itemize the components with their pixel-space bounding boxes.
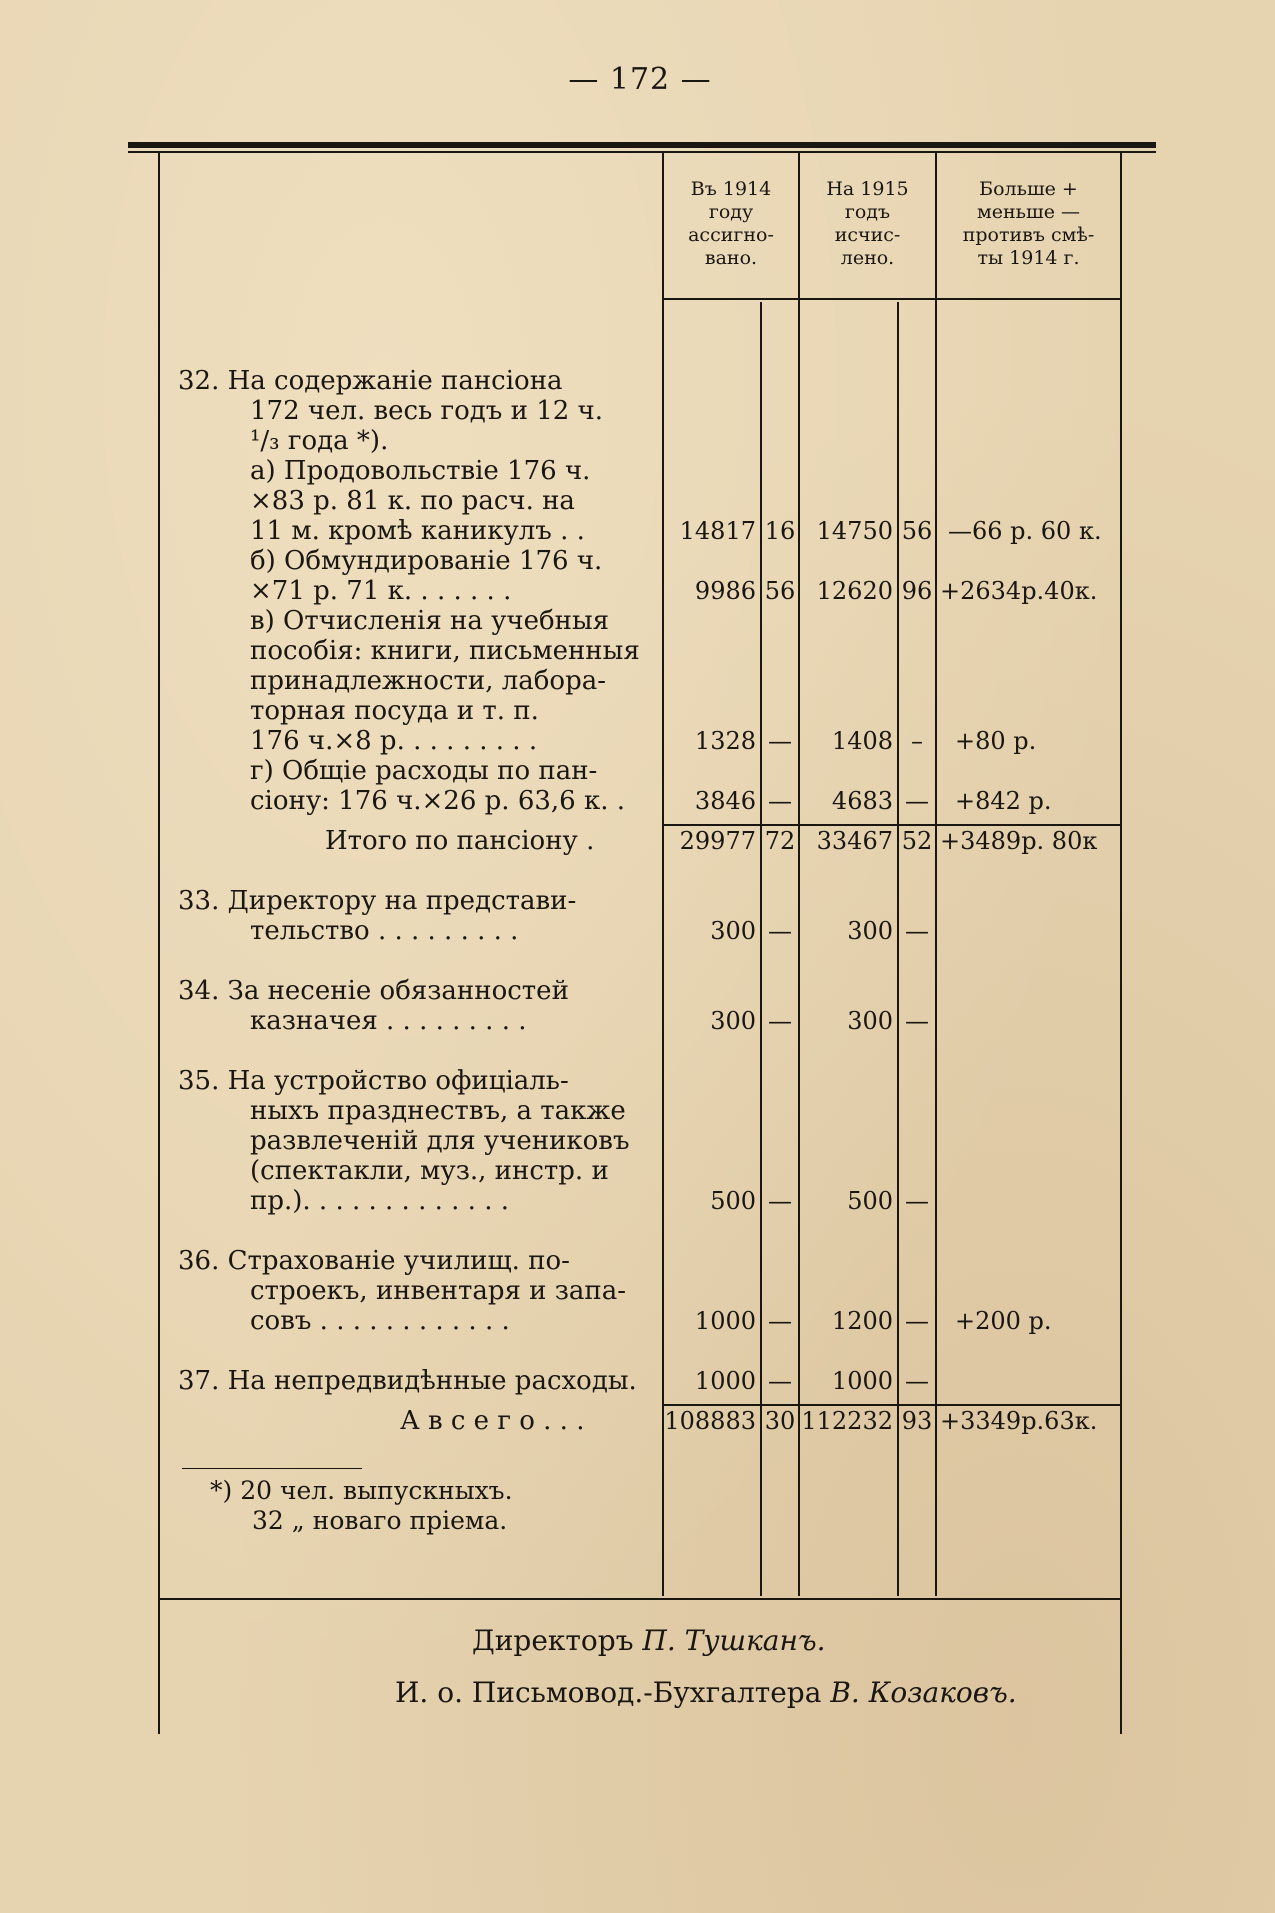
amount-1914-rub: 300 [710,917,756,945]
clerk-name: В. Козаковъ. [830,1676,1017,1709]
col-header-1915: На 1915 годъ исчис- лено. [826,178,909,269]
item-34-line: казначея . . . . . . . . . [250,1006,527,1036]
amount-diff: +200 р. [955,1307,1052,1335]
amount-1914-rub: 3846 [694,787,756,815]
amount-1914-kop: 16 [764,517,796,545]
amount-1915-kop: – [911,727,923,755]
item-36-line: 36. Страхованіе училищ. по- [178,1246,570,1276]
item-37-line: 37. На непредвидѣнные расходы. [178,1366,637,1396]
item-36-line: совъ . . . . . . . . . . . . [250,1306,510,1336]
amount-diff: +80 р. [955,727,1037,755]
clerk-title: И. о. Письмовод.-Бухгалтера [395,1676,822,1709]
amount-1914-kop: 72 [764,827,796,855]
amount-1915-kop: — [905,1187,929,1215]
item-32-line: пособія: книги, письменныя [250,636,640,666]
col-divider-1915 [935,152,937,1596]
header-bottom-rule [662,298,1120,300]
footnote-line: 32 „ новаго пріема. [252,1506,508,1535]
top-rule [128,142,1156,148]
top-rule-thin [128,151,1156,153]
amount-1914-rub: 9986 [694,577,756,605]
item-32-line: сіону: 176 ч.×26 р. 63,6 к. . [250,786,626,816]
amount-1914-rub: 1000 [694,1307,756,1335]
amount-1914-kop: — [768,1187,792,1215]
clerk-signature [395,1676,1017,1710]
item-32-line: торная посуда и т. п. [250,696,539,726]
item-32-line: в) Отчисленія на учебныя [250,606,610,636]
table-left-border [158,152,160,1734]
item-35-line: ныхъ празднествъ, а также [250,1096,626,1126]
item-32-line: 11 м. кромѣ каникулъ . . [250,516,585,546]
grand-total-label: А в с е г о . . . [400,1406,585,1436]
kop-divider-1914 [760,302,762,1596]
amount-1914-kop: — [768,1367,792,1395]
amount-1914-rub: 29977 [679,827,756,855]
amount-1915-kop: 93 [901,1407,933,1435]
amount-1915-rub: 4683 [831,787,893,815]
item-35-line: пр.). . . . . . . . . . . . . [250,1186,509,1216]
amount-1914-kop: 30 [764,1407,796,1435]
item-33-line: 33. Директору на представи- [178,886,577,916]
item-32-line: 172 чел. весь годъ и 12 ч. [250,396,604,426]
amount-1914-kop: 56 [764,577,796,605]
amount-1915-rub: 1200 [831,1307,893,1335]
item-32-line: ×71 р. 71 к. . . . . . . [250,576,512,606]
item-32-line: г) Общіе расходы по пан- [250,756,598,786]
amount-1915-kop: 52 [901,827,933,855]
col-header-1914: Въ 1914 году ассигно- вано. [688,178,774,269]
amount-diff: —66 р. 60 к. [948,517,1102,545]
item-34-line: 34. За несеніе обязанностей [178,976,569,1006]
amount-1915-rub: 14750 [816,517,893,545]
amount-1915-rub: 300 [847,1007,893,1035]
amount-1915-kop: — [905,1007,929,1035]
item-32-line: принадлежности, лабора- [250,666,607,696]
amount-1914-kop: — [768,1007,792,1035]
amount-1915-rub: 300 [847,917,893,945]
item-32-line: 32. На содержаніе пансіона [178,366,563,396]
page-number: — 172 — [568,62,712,97]
amount-1914-rub: 1000 [694,1367,756,1395]
footnote-line: *) 20 чел. выпускныхъ. [210,1476,513,1505]
item-32-line: 176 ч.×8 р. . . . . . . . . [250,726,538,756]
director-name: П. Тушканъ. [642,1624,826,1657]
amount-1914-rub: 14817 [679,517,756,545]
amount-1914-rub: 1328 [694,727,756,755]
amount-1914-rub: 500 [710,1187,756,1215]
amount-1914-kop: — [768,727,792,755]
amount-diff: +3349р.63к. [940,1407,1098,1435]
footnote-rule [182,1468,362,1469]
table-right-border [1120,152,1122,1734]
amount-1915-rub: 500 [847,1187,893,1215]
amount-diff: +3489р. 80к [940,827,1098,855]
amount-diff: +842 р. [955,787,1052,815]
item-32-line: ¹/₃ года *). [250,426,389,456]
director-title: Директоръ [472,1624,634,1657]
item-36-line: строекъ, инвентаря и запа- [250,1276,627,1306]
amount-1915-rub: 112232 [801,1407,893,1435]
amount-1914-kop: — [768,917,792,945]
total-pension-label: Итого по пансіону . [325,826,595,856]
amount-1914-kop: — [768,787,792,815]
amount-1914-rub: 108883 [664,1407,756,1435]
amount-1915-kop: — [905,917,929,945]
amount-1915-kop: — [905,1367,929,1395]
amount-1915-kop: 56 [901,517,933,545]
item-35-line: 35. На устройство офиціаль- [178,1066,569,1096]
amount-1915-rub: 1408 [831,727,893,755]
item-32-line: б) Обмундированіе 176 ч. [250,546,603,576]
amount-1915-kop: — [905,1307,929,1335]
item-32-line: а) Продовольствіе 176 ч. [250,456,591,486]
amount-1915-kop: 96 [901,577,933,605]
amount-1914-rub: 300 [710,1007,756,1035]
item-35-line: развлеченій для учениковъ [250,1126,630,1156]
director-signature [472,1624,826,1658]
kop-divider-1915 [897,302,899,1596]
amount-1915-rub: 33467 [816,827,893,855]
amount-1915-kop: — [905,787,929,815]
amount-1915-rub: 1000 [831,1367,893,1395]
item-32-line: ×83 р. 81 к. по расч. на [250,486,575,516]
amount-diff: +2634р.40к. [940,577,1098,605]
amount-1914-kop: — [768,1307,792,1335]
item-35-line: (спектакли, муз., инстр. и [250,1156,609,1186]
amount-1915-rub: 12620 [816,577,893,605]
item-33-line: тельство . . . . . . . . . [250,916,519,946]
col-header-diff: Больше + меньше — противъ смѣ- ты 1914 г. [962,178,1095,269]
table-bottom-rule [158,1598,1120,1600]
